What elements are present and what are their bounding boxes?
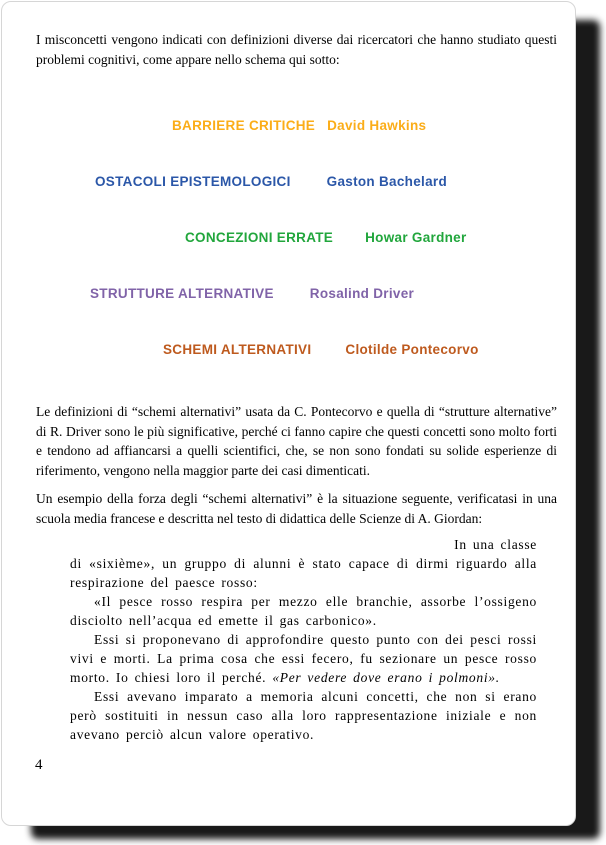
scheme-term-label: BARRIERE CRITICHE: [172, 118, 316, 133]
scheme-author-label: Rosalind Driver: [309, 286, 415, 301]
scheme-term-label: CONCEZIONI ERRATE: [185, 230, 334, 245]
scheme-row-ostacoli-epistemologici: [95, 174, 557, 190]
quote-paragraph-3-italic: «Per vedere dove erano i polmoni».: [272, 670, 500, 685]
scheme-author-label: Clotilde Pontecorvo: [345, 342, 479, 357]
page-number: 4: [35, 757, 43, 773]
scheme-row-concezioni-errate: [185, 230, 557, 246]
document-page: [1, 1, 576, 826]
scheme-term-label: OSTACOLI EPISTEMOLOGICI: [95, 174, 291, 189]
quote-paragraph-1: di «sixième», un gruppo di alunni è stato capace di dirmi riguardo alla respirazione del paesce rosso:: [70, 556, 537, 590]
quote-first-line: In una classe: [454, 537, 537, 552]
quote-paragraph-3: [70, 630, 537, 687]
quote-block: [70, 535, 537, 744]
intro-paragraph: I misconcetti vengono indicati con definizioni diverse dai ricercatori che hanno studiato questi problemi cognitivi, come appare nello schema qui sotto:: [36, 32, 557, 67]
quote-paragraph-2: «Il pesce rosso respira per mezzo elle branchie, assorbe l’ossigeno disciolto nell’acqua ed emette il gas carbonico».: [70, 594, 537, 628]
body-paragraph-definitions: Le definizioni di “schemi alternativi” usata da C. Pontecorvo e quella di “strutture alternative” di R. Driver sono le più significative, perché ci fanno capire che questi concetti sono molto forti e tendono ad affiancarsi a quelli scientifici, che, se non sono fondati su solide esperienze di riferimento, vengono nella maggior parte dei casi dimenticati.: [36, 404, 557, 478]
scheme-row-barriere-critiche: [172, 118, 557, 134]
scheme-list: [36, 118, 557, 358]
scheme-author-label: Howar Gardner: [365, 230, 467, 245]
scheme-author-label: Gaston Bachelard: [326, 174, 447, 189]
quote-paragraph-3-normal: Essi si proponevano di approfondire questo punto con dei pesci rossi vivi e morti. La prima cosa che essi fecero, fu sezionare un pesce rosso morto. Io chiesi loro il perché.: [70, 632, 537, 685]
body-paragraph-example: Un esempio della forza degli “schemi alternativi” è la situazione seguente, verificatasi in una scuola media francese e descritta nel testo di didattica delle Scienze di A. Giordan:: [36, 491, 557, 526]
scheme-term-label: STRUTTURE ALTERNATIVE: [90, 286, 274, 301]
quote-paragraph-4: Essi avevano imparato a memoria alcuni concetti, che non si erano però sostituiti in nessun caso alla loro rappresentazione iniziale e non avevano perciò alcun valore operativo.: [70, 689, 537, 742]
scheme-row-strutture-alternative: [90, 286, 557, 302]
scheme-author-label: David Hawkins: [327, 118, 427, 133]
scheme-term-label: SCHEMI ALTERNATIVI: [163, 342, 312, 357]
scheme-row-schemi-alternativi: [163, 342, 557, 358]
